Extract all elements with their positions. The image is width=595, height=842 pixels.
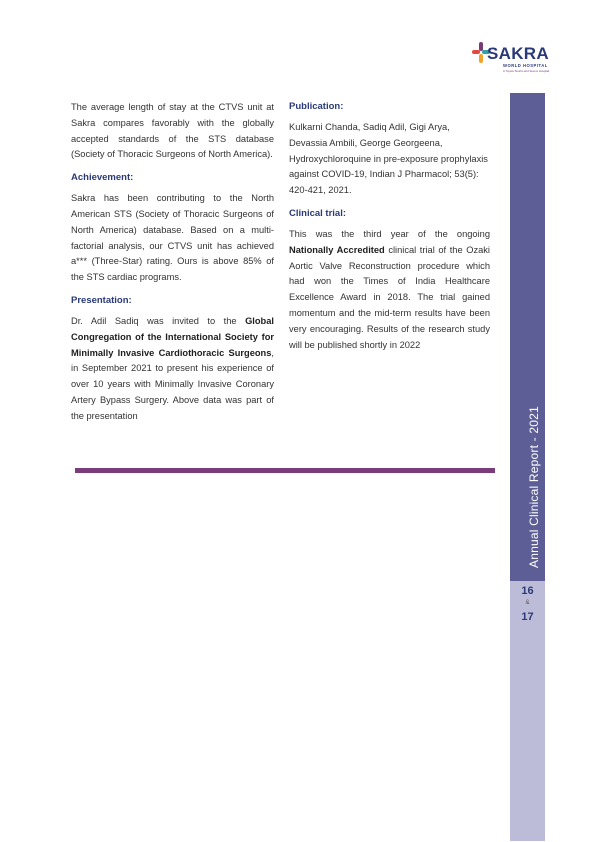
sakra-logo bbox=[470, 40, 550, 80]
publication-paragraph: Kulkarni Chanda, Sadiq Adil, Gigi Arya, Devassia Ambili, George Georgeena, Hydroxychloroquine in pre-exposure prophylaxis against COVID-19, Indian J Pharmacol; 53(5): 420-421, 2021. bbox=[289, 122, 488, 196]
publication-heading: Publication: bbox=[289, 101, 344, 112]
trial-accreditation: Nationally Accredited bbox=[289, 244, 385, 255]
clinical-trial-paragraph bbox=[289, 227, 490, 353]
page-number-right: 17 bbox=[521, 611, 534, 623]
presentation-paragraph bbox=[71, 314, 274, 425]
logo-tagline: A Toyota Tsusho and Secom Hospital bbox=[503, 69, 550, 73]
logo-subtitle: WORLD HOSPITAL bbox=[503, 63, 548, 68]
presentation-text-end: , in September 2021 to present his experience of over 10 years with Minimally Invasive Coronary Artery Bypass Surgery. Above data was part of the presentation bbox=[71, 347, 274, 421]
presentation-event-name: Global Congregation of the International Society for Minimally Invasive Cardiothoracic Surgeons bbox=[71, 315, 274, 358]
right-column bbox=[289, 100, 490, 361]
presentation-text-start: Dr. Adil Sadiq was invited to the bbox=[71, 315, 246, 326]
logo-name: SAKRA bbox=[487, 44, 549, 63]
intro-paragraph: The average length of stay at the CTVS unit at Sakra compares favorably with the globally accepted standards of the STS database (Society of Thoracic Surgeons of North America). bbox=[71, 102, 274, 160]
page-number-separator: & bbox=[525, 600, 530, 606]
left-column bbox=[71, 100, 274, 433]
page-number-left: 16 bbox=[521, 585, 534, 597]
trial-text-start: This was the third year of the ongoing bbox=[289, 228, 490, 239]
trial-text-end: clinical trial of the Ozaki Aortic Valve Reconstruction procedure which had won the Times of India Healthcare Excellence Award in 2018. The trial gained momentum and the mid-term results have been very encouraging. Results of the research study will be published shortly in 2022 bbox=[289, 244, 490, 350]
clinical-trial-heading: Clinical trial: bbox=[289, 207, 347, 219]
presentation-heading: Presentation: bbox=[71, 294, 132, 306]
achievement-heading: Achievement: bbox=[71, 172, 134, 184]
achievement-paragraph: Sakra has been contributing to the North American STS (Society of Thoracic Surgeons of North America) database. Based on a multi-factorial analysis, our CTVS unit has achieved a*** (Three-Star) rating. Ours is above 85% of the STS cardiac programs. bbox=[71, 193, 274, 283]
report-title: Annual Clinical Report - 2021 bbox=[527, 406, 541, 568]
section-divider bbox=[75, 468, 495, 473]
